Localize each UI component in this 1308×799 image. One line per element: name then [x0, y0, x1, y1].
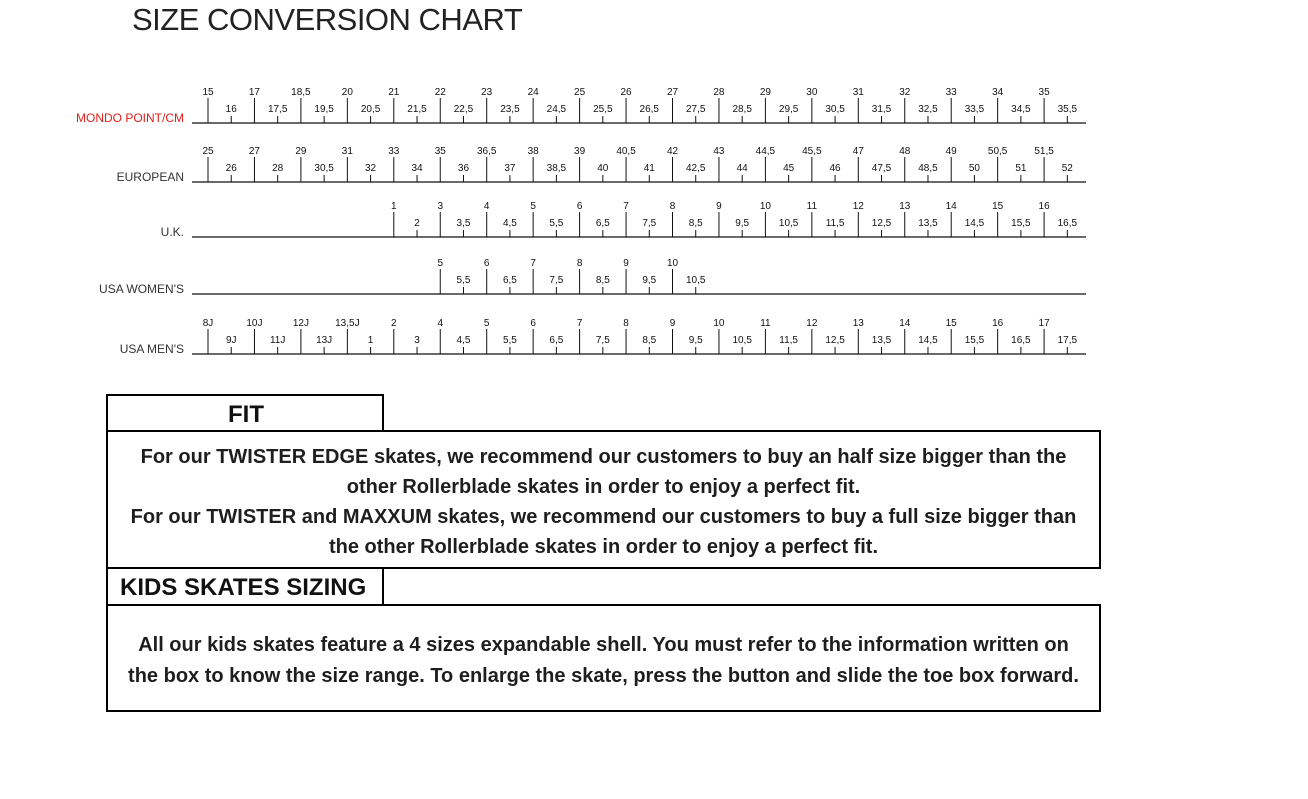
minor-tick-label: 46 [829, 163, 841, 174]
minor-tick-label: 16 [225, 104, 237, 115]
major-tick-label: 5 [530, 201, 536, 212]
major-tick-label: 6 [483, 258, 490, 269]
major-tick-label: 16 [992, 318, 1004, 329]
minor-tick-label: 3 [414, 335, 420, 346]
fit-heading: FIT [228, 401, 264, 428]
fit-line: For our TWISTER EDGE skates, we recommend our customers to buy an half size bigger than the [140, 446, 1067, 468]
major-tick-label: 15 [202, 87, 214, 98]
minor-tick-label: 33,5 [964, 104, 985, 115]
kids-line: All our kids skates feature a 4 sizes expandable shell. You must refer to the information written on [138, 634, 1069, 656]
minor-tick-label: 13,5 [918, 218, 938, 229]
major-tick-label: 2 [391, 318, 397, 329]
minor-tick-label: 14,5 [964, 218, 985, 229]
minor-tick-label: 45 [783, 163, 795, 174]
minor-tick-label: 5,5 [456, 275, 471, 286]
major-tick-label: 31 [341, 146, 353, 157]
row-label: U.K. [160, 225, 184, 239]
minor-tick-label: 34,5 [1011, 104, 1031, 115]
major-tick-label: 11 [760, 318, 771, 329]
major-tick-label: 30 [806, 87, 818, 98]
minor-tick-label: 36 [457, 163, 470, 174]
major-tick-label: 9 [623, 258, 629, 269]
minor-tick-label: 16,5 [1057, 218, 1078, 229]
minor-tick-label: 48,5 [918, 163, 938, 174]
minor-tick-label: 10,5 [685, 275, 706, 286]
major-tick-label: 10 [666, 258, 679, 269]
major-tick-label: 8 [576, 258, 583, 269]
minor-tick-label: 1 [367, 335, 374, 346]
minor-tick-label: 4,5 [502, 218, 517, 229]
major-tick-label: 17 [248, 87, 261, 98]
minor-tick-label: 37 [504, 163, 516, 174]
minor-tick-label: 23,5 [500, 104, 520, 115]
minor-tick-label: 50 [968, 163, 980, 174]
minor-tick-label: 11,5 [779, 335, 798, 346]
major-tick-label: 16 [1038, 201, 1050, 212]
major-tick-label: 11 [806, 201, 818, 212]
minor-tick-label: 21,5 [407, 104, 427, 115]
minor-tick-label: 35,5 [1057, 104, 1078, 115]
major-tick-label: 13,5J [335, 318, 360, 329]
kids-paragraph [108, 630, 1099, 692]
major-tick-label: 45,5 [802, 146, 822, 157]
minor-tick-label: 17,5 [267, 104, 288, 115]
minor-tick-label: 26 [225, 163, 237, 174]
major-tick-label: 1 [391, 201, 397, 212]
kids-line: the box to know the size range. To enlarge the skate, press the button and slide the toe box forward. [128, 665, 1079, 687]
major-tick-label: 48 [899, 146, 911, 157]
major-tick-label: 27 [666, 87, 679, 98]
major-tick-label: 20 [341, 87, 353, 98]
major-tick-label: 6 [576, 201, 583, 212]
fit-line: other Rollerblade skates in order to enjoy a perfect fit. [346, 476, 861, 498]
minor-tick-label: 2 [414, 218, 420, 229]
minor-tick-label: 3,5 [456, 218, 471, 229]
major-tick-label: 21 [388, 87, 400, 98]
major-tick-label: 12 [806, 318, 818, 329]
major-tick-label: 15 [945, 318, 957, 329]
major-tick-label: 43 [713, 146, 725, 157]
major-tick-label: 23 [481, 87, 493, 98]
major-tick-label: 15 [992, 201, 1004, 212]
major-tick-label: 36,5 [476, 146, 497, 157]
minor-tick-label: 5,5 [549, 218, 564, 229]
page-title: SIZE CONVERSION CHART [132, 2, 523, 37]
major-tick-label: 7 [576, 318, 583, 329]
major-tick-label: 8 [669, 201, 676, 212]
major-tick-label: 10 [713, 318, 725, 329]
minor-tick-label: 15,5 [1011, 218, 1031, 229]
major-tick-label: 35 [434, 146, 446, 157]
minor-tick-label: 6,5 [549, 335, 564, 346]
minor-tick-label: 28,5 [732, 104, 752, 115]
major-tick-label: 14 [899, 318, 911, 329]
major-tick-label: 29 [295, 146, 307, 157]
major-tick-label: 9 [669, 318, 676, 329]
minor-tick-label: 8,5 [642, 335, 657, 346]
major-tick-label: 49 [945, 146, 957, 157]
minor-tick-label: 8,5 [688, 218, 703, 229]
minor-tick-label: 47,5 [871, 163, 892, 174]
minor-tick-label: 26,5 [639, 104, 660, 115]
major-tick-label: 44,5 [755, 146, 776, 157]
major-tick-label: 25 [574, 87, 586, 98]
major-tick-label: 18,5 [291, 87, 311, 98]
major-tick-label: 26 [620, 87, 632, 98]
major-tick-label: 9 [716, 201, 722, 212]
minor-tick-label: 51 [1015, 163, 1027, 174]
minor-tick-label: 17,5 [1057, 335, 1078, 346]
major-tick-label: 34 [992, 87, 1004, 98]
minor-tick-label: 42,5 [685, 163, 706, 174]
major-tick-label: 7 [623, 201, 629, 212]
major-tick-label: 8 [623, 318, 629, 329]
major-tick-label: 6 [530, 318, 536, 329]
minor-tick-label: 4,5 [456, 335, 471, 346]
minor-tick-label: 32 [365, 163, 377, 174]
major-tick-label: 4 [437, 318, 444, 329]
minor-tick-label: 44 [736, 163, 748, 174]
major-tick-label: 10J [246, 318, 263, 329]
minor-tick-label: 8,5 [595, 275, 610, 286]
fit-paragraph [108, 442, 1099, 562]
minor-tick-label: 28 [272, 163, 284, 174]
minor-tick-label: 7,5 [642, 218, 657, 229]
major-tick-label: 7 [530, 258, 536, 269]
major-tick-label: 29 [759, 87, 771, 98]
minor-tick-label: 24,5 [546, 104, 567, 115]
kids-text-box [106, 604, 1101, 712]
major-tick-label: 13 [899, 201, 911, 212]
major-tick-label: 28 [713, 87, 725, 98]
minor-tick-label: 6,5 [595, 218, 610, 229]
minor-tick-label: 9,5 [642, 275, 657, 286]
minor-tick-label: 52 [1061, 163, 1073, 174]
minor-tick-label: 10,5 [732, 335, 752, 346]
minor-tick-label: 13J [316, 335, 333, 346]
minor-tick-label: 5,5 [502, 335, 517, 346]
minor-tick-label: 25,5 [593, 104, 613, 115]
major-tick-label: 4 [483, 201, 490, 212]
major-tick-label: 8J [202, 318, 214, 329]
fit-text-box [106, 430, 1101, 569]
major-tick-label: 39 [574, 146, 586, 157]
row-label: USA MEN'S [119, 342, 184, 356]
minor-tick-label: 11,5 [825, 218, 845, 229]
major-tick-label: 5 [483, 318, 490, 329]
major-tick-label: 51,5 [1034, 146, 1054, 157]
major-tick-label: 14 [945, 201, 957, 212]
major-tick-label: 32 [899, 87, 911, 98]
major-tick-label: 12 [852, 201, 864, 212]
major-tick-label: 42 [666, 146, 679, 157]
major-tick-label: 12J [292, 318, 309, 329]
minor-tick-label: 14,5 [918, 335, 938, 346]
minor-tick-label: 34 [411, 163, 423, 174]
minor-tick-label: 7,5 [595, 335, 610, 346]
minor-tick-label: 12,5 [825, 335, 845, 346]
major-tick-label: 38 [527, 146, 539, 157]
major-tick-label: 5 [437, 258, 444, 269]
minor-tick-label: 9,5 [735, 218, 750, 229]
major-tick-label: 27 [248, 146, 261, 157]
minor-tick-label: 40 [597, 163, 609, 174]
minor-tick-label: 9J [225, 335, 237, 346]
row-label: MONDO POINT/CM [76, 111, 184, 125]
major-tick-label: 33 [388, 146, 400, 157]
minor-tick-label: 27,5 [685, 104, 706, 115]
major-tick-label: 25 [202, 146, 214, 157]
major-tick-label: 33 [945, 87, 957, 98]
major-tick-label: 13 [852, 318, 864, 329]
minor-tick-label: 15,5 [964, 335, 985, 346]
minor-tick-label: 12,5 [871, 218, 892, 229]
row-label: EUROPEAN [116, 170, 184, 184]
minor-tick-label: 20,5 [360, 104, 381, 115]
major-tick-label: 3 [437, 201, 444, 212]
fit-line: the other Rollerblade skates in order to enjoy a perfect fit. [328, 536, 878, 558]
minor-tick-label: 13,5 [871, 335, 892, 346]
minor-tick-label: 9,5 [688, 335, 703, 346]
minor-tick-label: 16,5 [1011, 335, 1031, 346]
kids-heading-box [106, 567, 384, 606]
major-tick-label: 31 [852, 87, 864, 98]
minor-tick-label: 30,5 [314, 163, 334, 174]
minor-tick-label: 19,5 [314, 104, 334, 115]
minor-tick-label: 10,5 [778, 218, 799, 229]
minor-tick-label: 6,5 [502, 275, 517, 286]
fit-heading-box [106, 394, 384, 432]
minor-tick-label: 22,5 [453, 104, 474, 115]
fit-line: For our TWISTER and MAXXUM skates, we recommend our customers to buy a full size bigger than [130, 506, 1077, 528]
minor-tick-label: 29,5 [778, 104, 799, 115]
minor-tick-label: 41 [643, 163, 655, 174]
minor-tick-label: 11J [269, 335, 286, 346]
major-tick-label: 10 [759, 201, 771, 212]
major-tick-label: 17 [1038, 318, 1050, 329]
minor-tick-label: 30,5 [825, 104, 845, 115]
major-tick-label: 24 [527, 87, 539, 98]
minor-tick-label: 7,5 [549, 275, 564, 286]
row-label: USA WOMEN'S [99, 282, 184, 296]
major-tick-label: 35 [1038, 87, 1050, 98]
major-tick-label: 22 [434, 87, 446, 98]
kids-heading: KIDS SKATES SIZING [120, 574, 367, 601]
major-tick-label: 47 [852, 146, 864, 157]
size-conversion-chart [0, 0, 1308, 380]
minor-tick-label: 31,5 [871, 104, 892, 115]
minor-tick-label: 38,5 [546, 163, 567, 174]
major-tick-label: 50,5 [987, 146, 1008, 157]
major-tick-label: 40,5 [616, 146, 636, 157]
minor-tick-label: 32,5 [918, 104, 938, 115]
